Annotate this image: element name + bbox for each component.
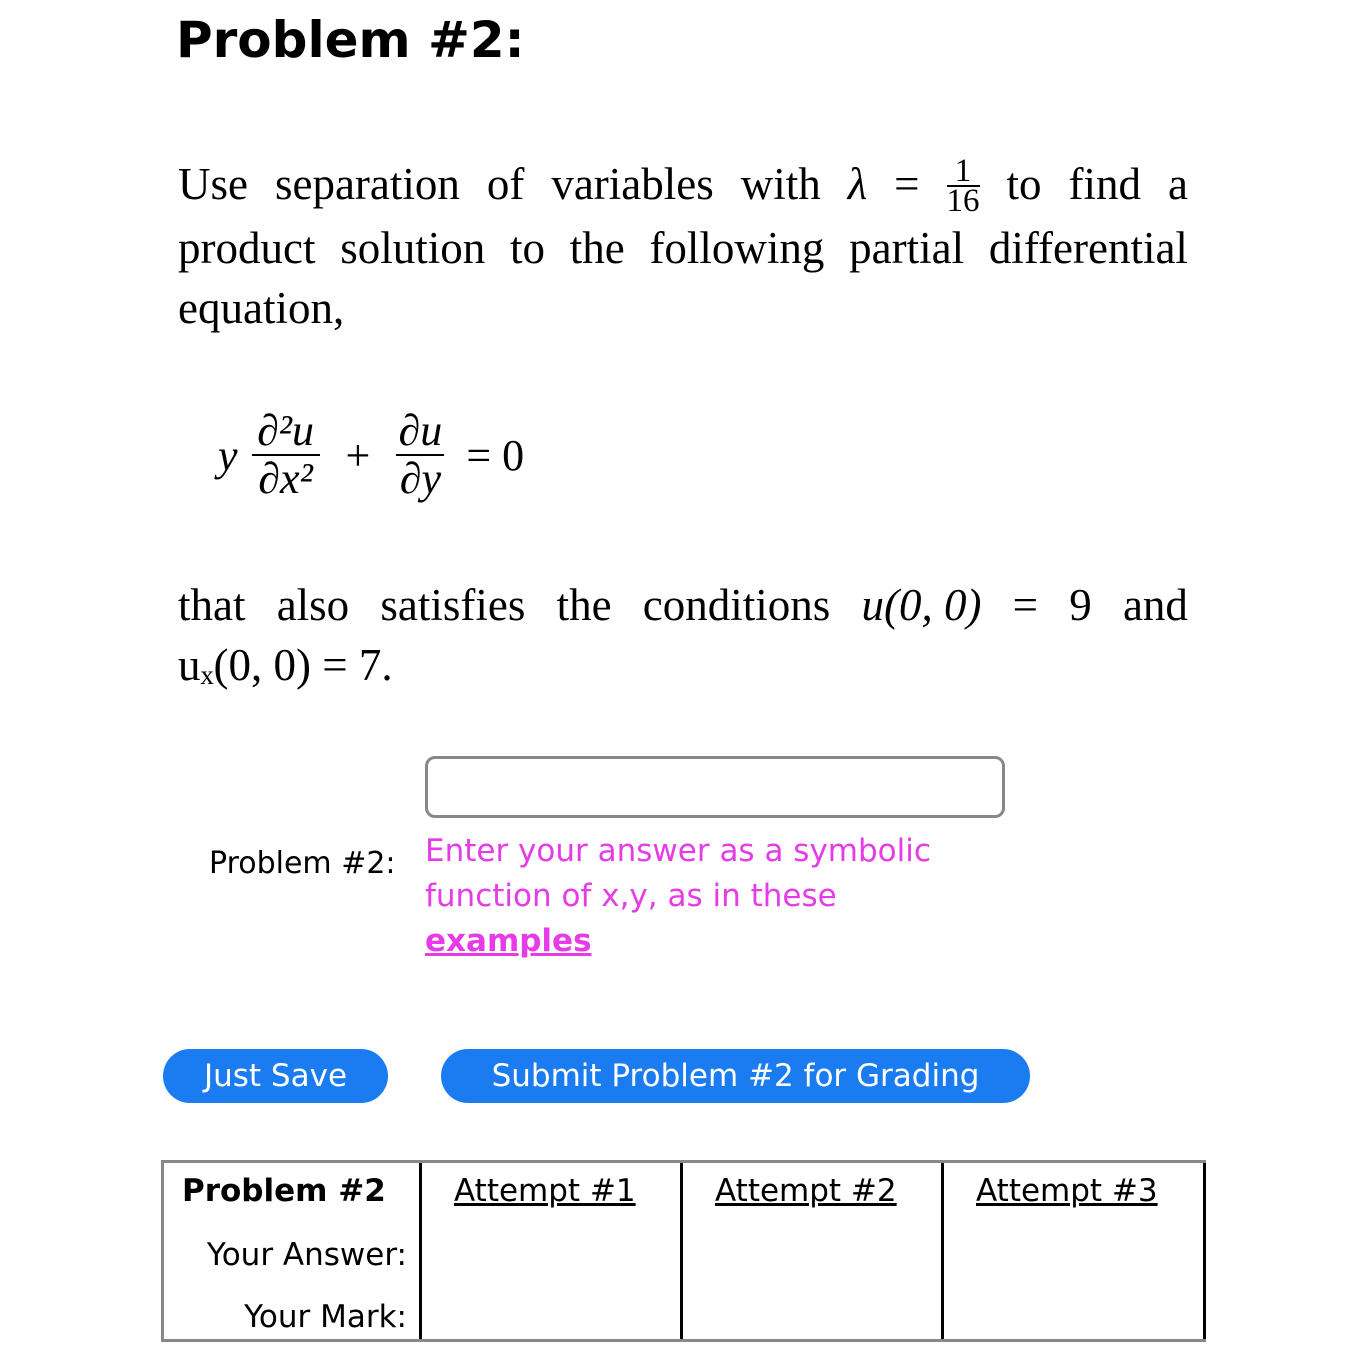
pde-term-1: [252, 408, 320, 502]
word: to: [509, 223, 545, 273]
equals-sign: =: [894, 158, 920, 209]
word: the: [569, 223, 625, 273]
word: with: [740, 158, 821, 209]
word: solution: [340, 223, 486, 273]
condition-line-2: uₓ(0, 0) = 7.: [178, 640, 393, 690]
table-header: Problem #2: [182, 1173, 386, 1209]
lambda-fraction: [946, 153, 980, 219]
fraction-numerator: 1: [954, 153, 972, 189]
fraction-denominator: 16: [946, 183, 980, 219]
word: differential: [988, 223, 1188, 273]
word: the: [556, 580, 612, 630]
attempt-3-link[interactable]: Attempt #3: [976, 1173, 1158, 1209]
condition-expression: u(0, 0): [861, 580, 982, 630]
word: product: [178, 223, 316, 273]
word: to: [1006, 158, 1042, 209]
condition-line-1: [178, 580, 1188, 630]
word: variables: [551, 158, 714, 209]
attempt-column-3: [944, 1163, 1206, 1339]
word: Use: [178, 158, 248, 209]
word: partial: [849, 223, 965, 273]
your-mark-label: Your Mark:: [244, 1299, 407, 1335]
pde-rhs: = 0: [466, 430, 525, 480]
hint-line-2: function of x,y, as in these: [425, 878, 837, 914]
attempt-column-1: [422, 1163, 683, 1339]
word: satisfies: [380, 580, 526, 630]
word: a: [1167, 158, 1188, 209]
lambda-symbol: λ: [847, 158, 868, 209]
word: of: [486, 158, 525, 209]
fraction-numerator: ∂²u: [257, 406, 314, 455]
fraction-denominator: ∂x²: [258, 454, 313, 503]
answer-hint: [425, 829, 931, 964]
fraction-denominator: ∂y: [399, 454, 441, 503]
attempt-2-link[interactable]: Attempt #2: [715, 1173, 897, 1209]
attempt-column-2: [683, 1163, 944, 1339]
fraction-numerator: ∂u: [398, 406, 443, 455]
your-answer-label: Your Answer:: [206, 1237, 407, 1273]
condition-value: 9: [1069, 580, 1092, 630]
answer-label: Problem #2:: [209, 846, 396, 881]
attempts-table: [161, 1160, 1206, 1342]
table-label-column: [164, 1163, 422, 1339]
examples-link[interactable]: examples: [425, 923, 592, 959]
just-save-button[interactable]: Just Save: [163, 1049, 388, 1103]
word: following: [649, 223, 825, 273]
problem-line-2: [178, 223, 1188, 273]
page-title: Problem #2:: [176, 11, 525, 69]
pde-equation: [218, 395, 524, 515]
hint-line-1: Enter your answer as a symbolic: [425, 833, 931, 869]
problem-line-1: [178, 153, 1188, 219]
attempt-1-link[interactable]: Attempt #1: [454, 1173, 636, 1209]
word: and: [1122, 580, 1188, 630]
equals-sign: =: [1012, 580, 1039, 630]
pde-term-2: [396, 408, 444, 502]
word: conditions: [642, 580, 831, 630]
word: also: [276, 580, 350, 630]
pde-coefficient: y: [218, 430, 238, 480]
word: that: [178, 580, 246, 630]
problem-line-3: equation,: [178, 283, 345, 333]
submit-button[interactable]: Submit Problem #2 for Grading: [441, 1049, 1030, 1103]
word: find: [1068, 158, 1141, 209]
word: separation: [274, 158, 460, 209]
answer-input[interactable]: [425, 756, 1005, 818]
plus-sign: +: [345, 430, 371, 480]
